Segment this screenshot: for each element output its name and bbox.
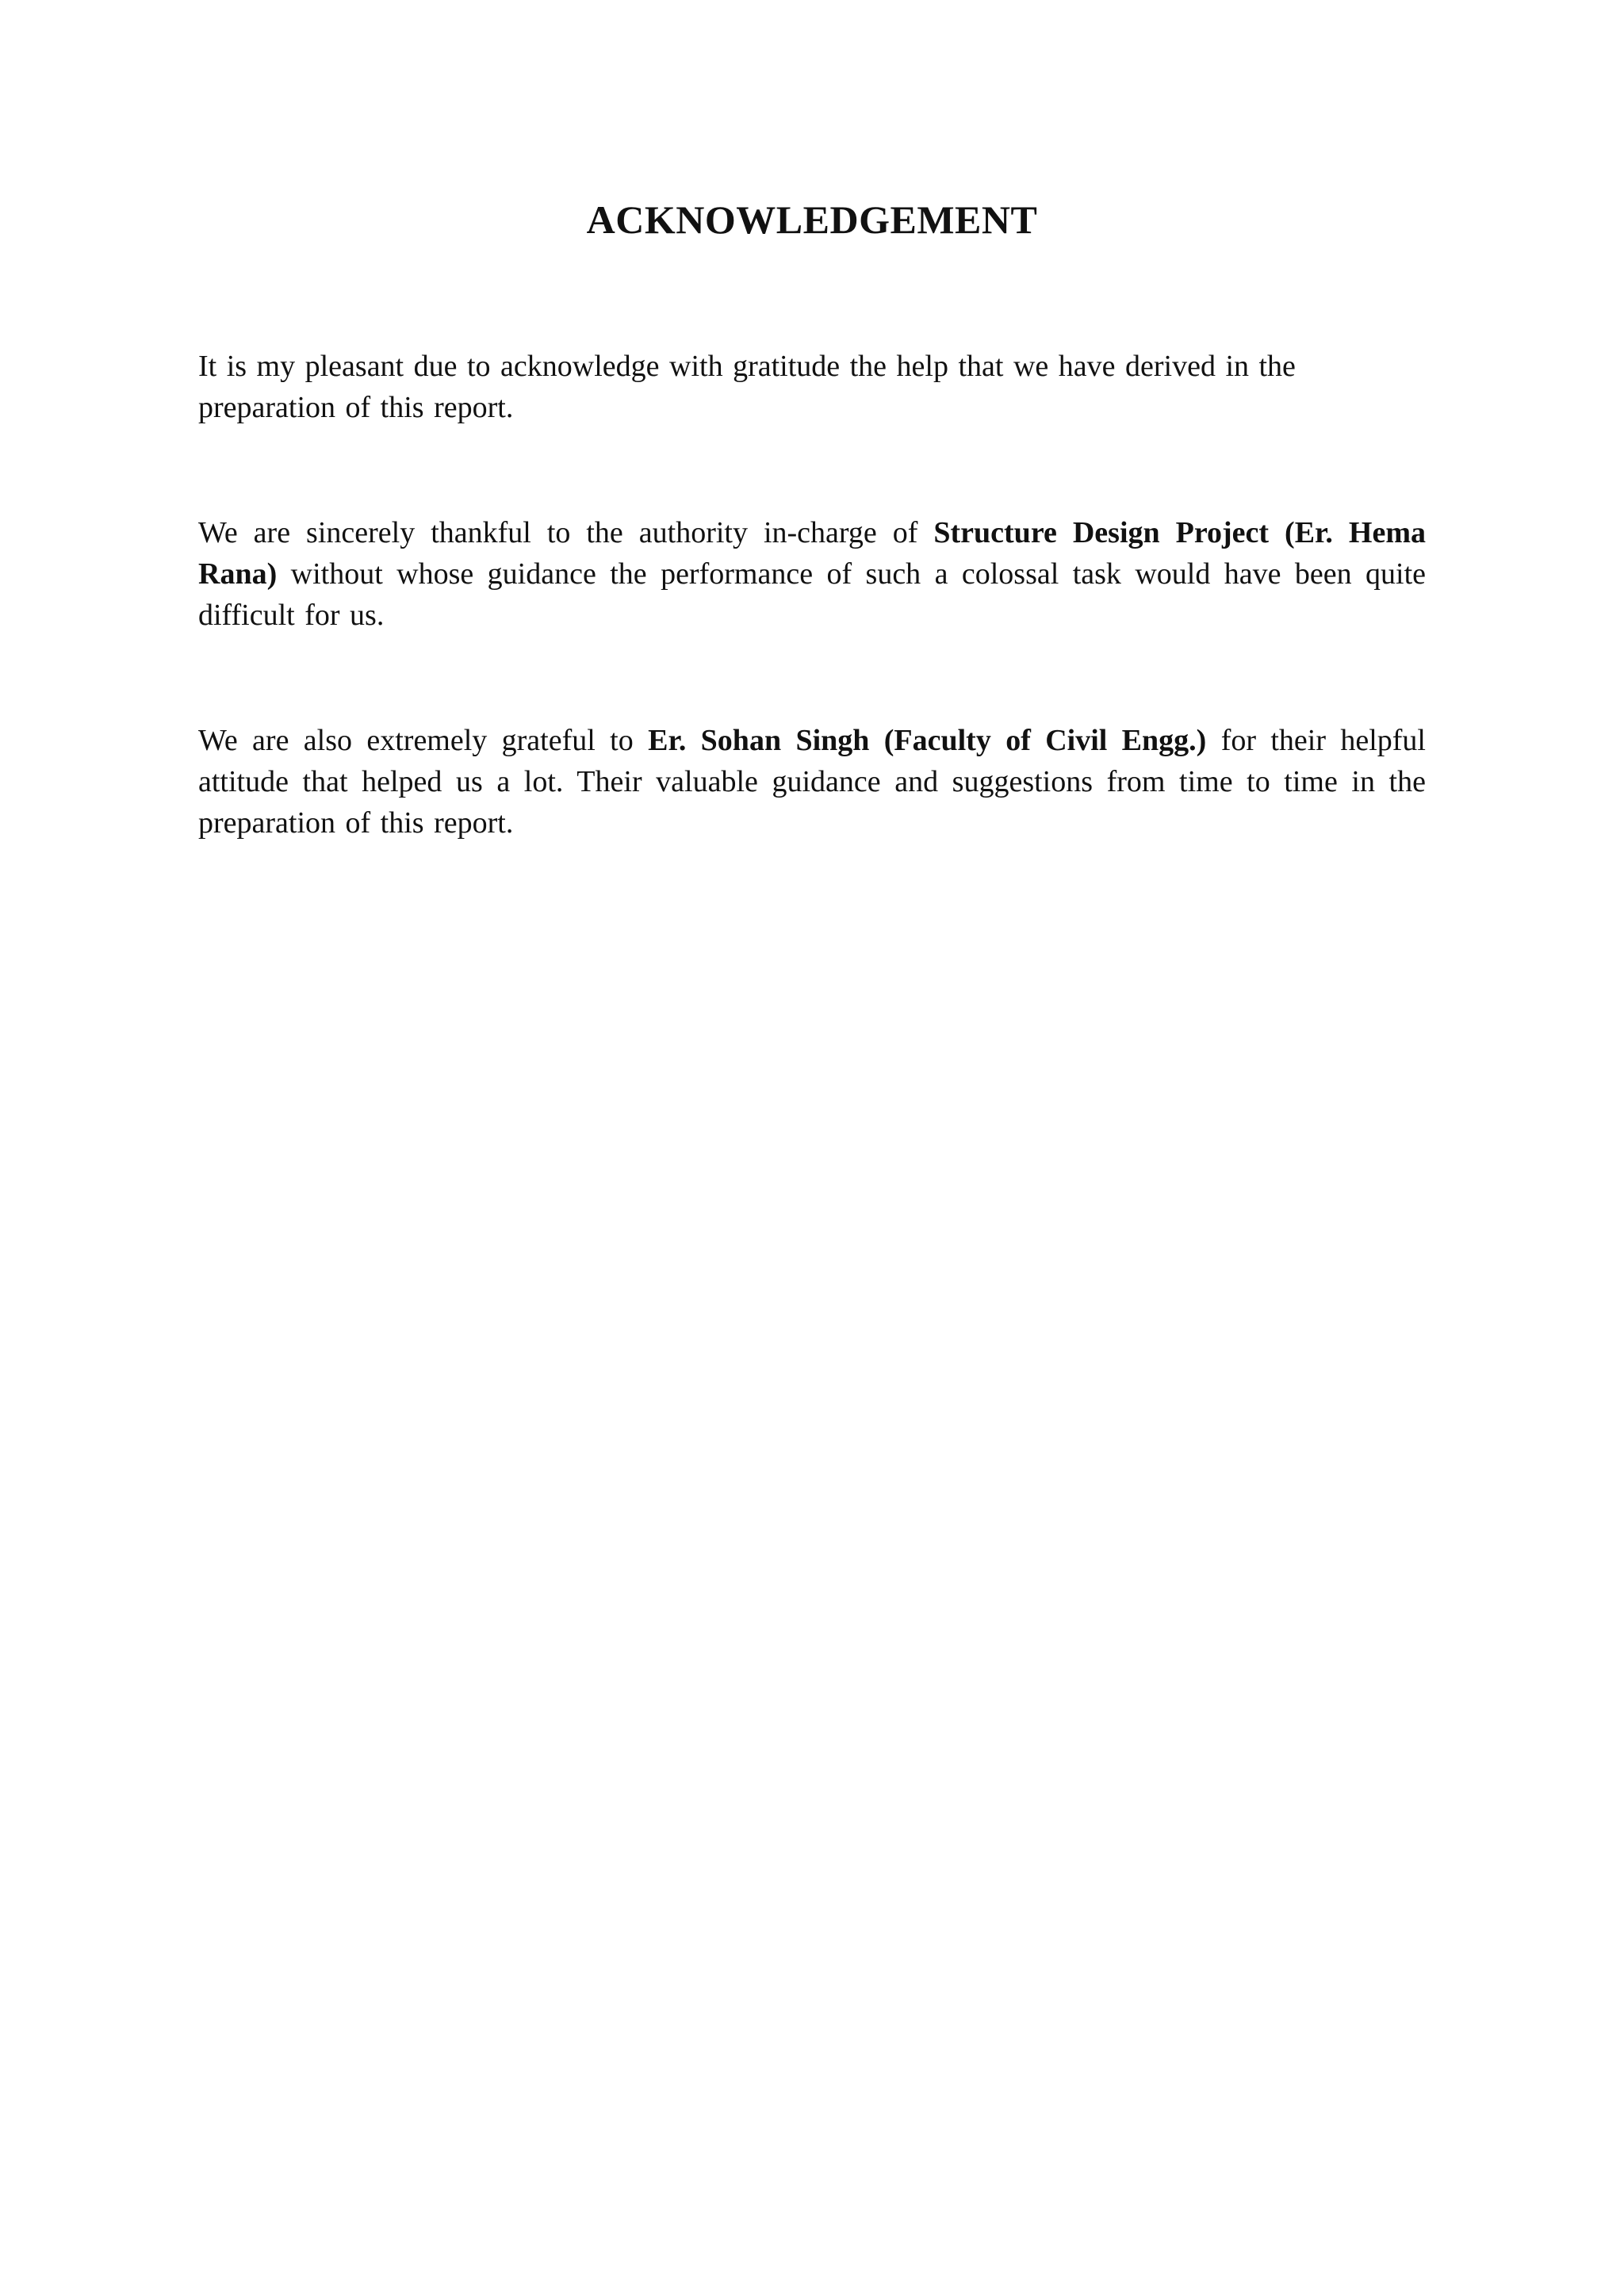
bold-faculty-name: Er. Sohan Singh (Faculty of Civil Engg.) [648, 724, 1207, 757]
bold-project-name: Structure Design Project (Er. Hema Rana) [198, 516, 1426, 591]
paragraph-text: We are also extremely grateful to [198, 724, 649, 757]
page-title: ACKNOWLEDGEMENT [586, 197, 1038, 242]
paragraph-thanks-faculty [198, 720, 1426, 844]
paragraph-text: without whose guidance the performance of such a colossal task would have been quite difficult for us. [198, 557, 1426, 632]
paragraph-intro [198, 346, 1426, 428]
paragraph-text: It is my pleasant due to acknowledge with gratitude the help that we have derived in the preparation of this report. [198, 350, 1296, 424]
paragraph-text: for their helpful attitude that helped us a lot. Their valuable guidance and suggestions from time to time in the preparation of this report. [198, 724, 1426, 840]
paragraph-thanks-authority [198, 512, 1426, 636]
paragraph-text: We are sincerely thankful to the authority in-charge of [198, 516, 934, 549]
